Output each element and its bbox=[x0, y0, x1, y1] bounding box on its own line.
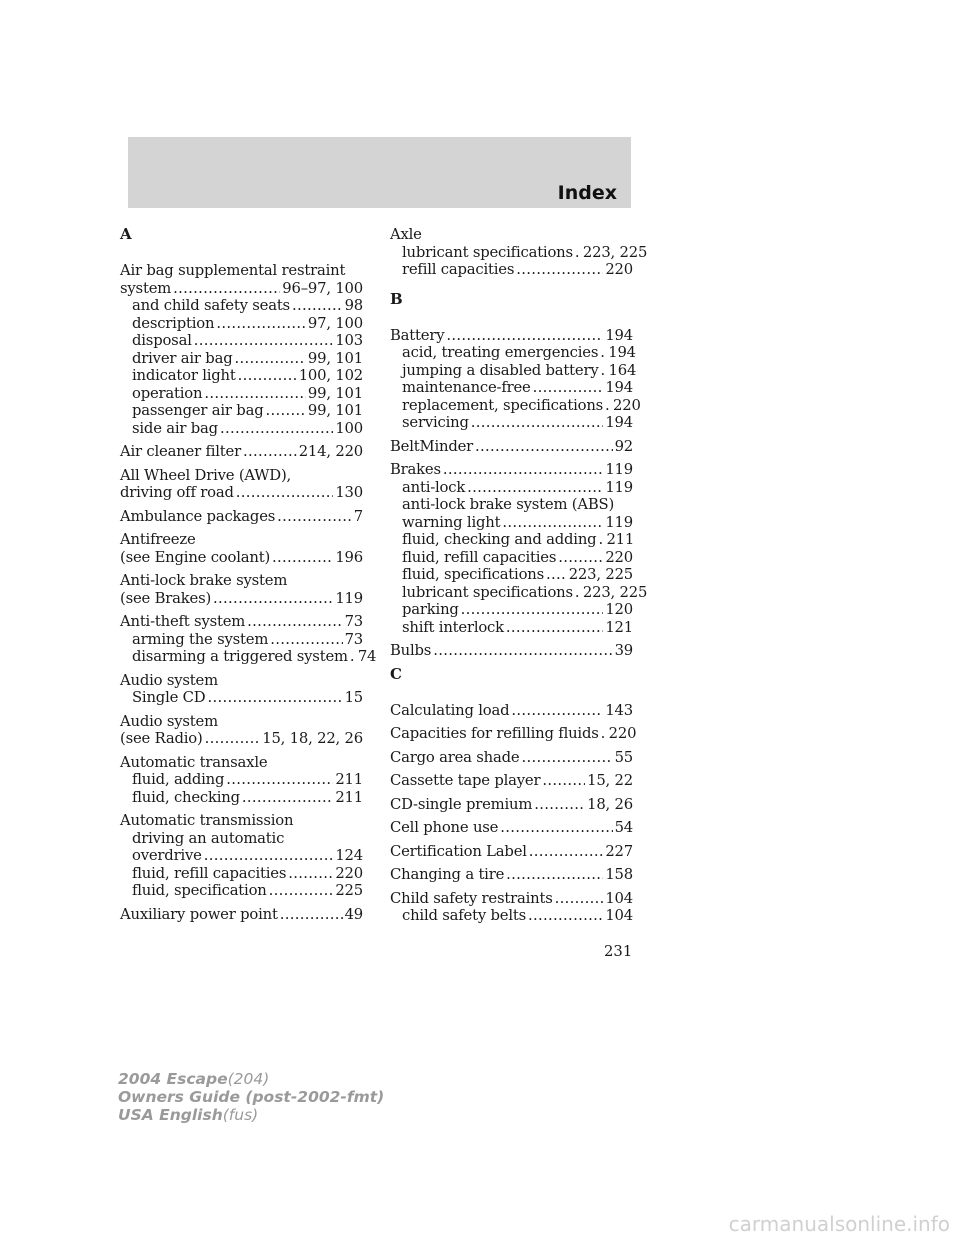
index-subentry bbox=[390, 601, 633, 619]
dot-leader bbox=[461, 601, 604, 619]
dot-leader bbox=[506, 866, 603, 884]
index-term-text: overdrive bbox=[132, 847, 202, 864]
index-term-text: Antifreeze bbox=[120, 531, 196, 548]
index-page-ref: 220 bbox=[605, 548, 633, 566]
dot-leader bbox=[220, 420, 333, 438]
index-entry bbox=[390, 819, 633, 837]
dot-leader bbox=[433, 642, 612, 660]
index-page-ref: 99, 101 bbox=[307, 384, 363, 402]
index-entry bbox=[390, 866, 633, 884]
index-subentry bbox=[120, 315, 363, 333]
index-subentry bbox=[390, 344, 636, 362]
index-term bbox=[120, 443, 363, 461]
dot-leader bbox=[575, 584, 581, 602]
index-term bbox=[120, 812, 363, 830]
index-term-text: Capacities for refilling fluids bbox=[390, 725, 599, 742]
index-page-ref: 223, 225 bbox=[568, 566, 633, 583]
index-page-ref: 194 bbox=[605, 379, 633, 396]
dot-leader bbox=[194, 332, 334, 350]
index-term-text: Calculating load bbox=[390, 701, 510, 719]
index-page-ref: 98 bbox=[344, 297, 363, 314]
index-term bbox=[120, 484, 363, 502]
index-page-ref: 121 bbox=[605, 618, 633, 636]
index-term bbox=[120, 590, 363, 608]
index-term-text: Cell phone use bbox=[390, 819, 499, 836]
index-subentry bbox=[390, 549, 633, 567]
index-term-text: operation bbox=[132, 384, 203, 402]
index-term-text: fluid, specification bbox=[132, 882, 267, 899]
index-term bbox=[120, 672, 363, 690]
index-entry bbox=[120, 713, 363, 748]
index-subentry bbox=[120, 350, 363, 368]
index-entry bbox=[390, 642, 633, 660]
index-entry bbox=[120, 508, 363, 526]
dot-leader bbox=[234, 350, 305, 368]
index-subentry bbox=[390, 531, 633, 549]
index-page-ref: 194 bbox=[608, 344, 636, 361]
index-subentry bbox=[120, 367, 363, 385]
index-subentry bbox=[120, 332, 363, 350]
index-term bbox=[390, 702, 633, 720]
dot-leader bbox=[506, 619, 603, 637]
footer-guide: Owners Guide (post-2002-fmt) bbox=[118, 1088, 385, 1106]
index-term-text: indicator light bbox=[132, 367, 236, 384]
dot-leader bbox=[600, 344, 606, 362]
index-entry bbox=[120, 672, 363, 707]
index-term bbox=[390, 843, 633, 861]
index-term bbox=[120, 262, 363, 280]
index-entry bbox=[120, 754, 363, 807]
index-term bbox=[120, 508, 363, 526]
index-term-text: driving off road bbox=[120, 484, 234, 501]
index-page-ref: 104 bbox=[605, 889, 633, 907]
index-term-text: and child safety seats bbox=[132, 297, 290, 314]
dot-leader bbox=[243, 443, 297, 461]
index-term-text: driver air bag bbox=[132, 349, 233, 367]
dot-leader bbox=[533, 379, 604, 397]
index-section-letter: A bbox=[120, 225, 132, 243]
index-term bbox=[390, 327, 633, 345]
index-page-ref: 124 bbox=[335, 847, 363, 864]
index-subentry bbox=[390, 566, 633, 584]
index-entry bbox=[120, 443, 363, 461]
index-term-text: Audio system bbox=[120, 712, 218, 730]
index-term-text: Audio system bbox=[120, 671, 218, 689]
index-subentry bbox=[390, 379, 633, 397]
index-subentry bbox=[390, 514, 633, 532]
index-subentry bbox=[390, 396, 641, 415]
index-entry bbox=[120, 906, 363, 924]
dot-leader bbox=[205, 730, 261, 748]
dot-leader bbox=[555, 890, 604, 908]
index-page-ref: 194 bbox=[605, 414, 633, 431]
index-term-text: lubricant specifications bbox=[402, 583, 573, 601]
index-term bbox=[120, 754, 363, 772]
index-entry bbox=[390, 438, 633, 456]
dot-leader bbox=[350, 648, 356, 666]
dot-leader bbox=[265, 402, 305, 420]
dot-leader bbox=[277, 508, 352, 526]
index-term-text: Cargo area shade bbox=[390, 748, 520, 766]
index-term-text: Ambulance packages bbox=[120, 507, 276, 525]
index-subentry bbox=[120, 882, 363, 900]
document-footer bbox=[118, 1070, 384, 1124]
index-page-ref: 15, 18, 22, 26 bbox=[262, 730, 363, 747]
index-term-text: acid, treating emergencies bbox=[402, 344, 599, 361]
index-term-text: All Wheel Drive (AWD), bbox=[120, 466, 292, 484]
index-term-text: Anti-lock brake system bbox=[120, 572, 288, 589]
index-term-text: child safety belts bbox=[402, 907, 527, 924]
index-subentry bbox=[390, 496, 633, 514]
index-term bbox=[390, 438, 633, 456]
dot-leader bbox=[173, 280, 280, 298]
index-term-text: Automatic transmission bbox=[120, 812, 294, 829]
dot-leader bbox=[529, 843, 604, 861]
index-term bbox=[390, 749, 633, 767]
index-term-text: description bbox=[132, 314, 215, 332]
index-term-text: maintenance-free bbox=[402, 379, 531, 396]
index-subentry bbox=[120, 689, 363, 707]
index-page-ref: 96–97, 100 bbox=[282, 279, 363, 297]
index-term-text: Battery bbox=[390, 326, 445, 344]
index-entry bbox=[120, 812, 363, 900]
index-page-ref: 158 bbox=[605, 866, 633, 883]
index-term-text: side air bag bbox=[132, 419, 218, 437]
dot-leader bbox=[207, 689, 342, 707]
index-term bbox=[120, 531, 363, 549]
index-entry bbox=[390, 890, 633, 925]
index-term-text: Auxiliary power point bbox=[120, 905, 278, 923]
index-entry bbox=[120, 262, 363, 437]
index-page-ref: 15 bbox=[344, 689, 363, 706]
index-section-letter: C bbox=[390, 664, 402, 683]
page-title: Index bbox=[557, 182, 617, 204]
index-page-ref: 119 bbox=[335, 589, 363, 607]
index-term-text: fluid, refill capacities bbox=[402, 548, 557, 566]
index-term-text: Air cleaner filter bbox=[120, 443, 241, 460]
index-page-ref: 196 bbox=[335, 548, 363, 566]
dot-leader bbox=[601, 725, 607, 743]
index-subentry bbox=[390, 261, 633, 279]
index-subentry bbox=[120, 420, 363, 438]
index-term-text: CD-single premium bbox=[390, 795, 533, 813]
index-section-letter: B bbox=[390, 289, 403, 308]
dot-leader bbox=[226, 771, 333, 789]
index-term bbox=[390, 461, 633, 479]
index-page-ref: 143 bbox=[605, 701, 633, 719]
dot-leader bbox=[269, 882, 334, 900]
index-entry bbox=[390, 843, 633, 861]
index-term-text: jumping a disabled battery bbox=[402, 361, 599, 379]
index-subentry bbox=[120, 648, 377, 666]
index-term-text: Certification Label bbox=[390, 842, 527, 860]
index-entry bbox=[390, 226, 648, 279]
index-term-text: fluid, specifications bbox=[402, 566, 545, 583]
index-page-ref: 73 bbox=[344, 613, 363, 630]
index-subentry bbox=[390, 479, 633, 497]
index-entry bbox=[390, 702, 633, 720]
index-page-ref: 220 bbox=[335, 864, 363, 882]
index-page-ref: 211 bbox=[606, 531, 635, 548]
dot-leader bbox=[521, 749, 612, 767]
index-term bbox=[120, 549, 363, 567]
dot-leader bbox=[213, 590, 333, 608]
index-page-ref: 214, 220 bbox=[298, 443, 363, 460]
index-page-ref: 120 bbox=[605, 601, 633, 618]
index-page-ref: 225 bbox=[335, 882, 363, 899]
dot-leader bbox=[500, 819, 612, 837]
footer-model: 2004 Escape bbox=[118, 1070, 228, 1088]
dot-leader bbox=[475, 438, 613, 456]
index-term-text: refill capacities bbox=[402, 261, 515, 278]
index-entry bbox=[390, 461, 648, 636]
index-term-text: fluid, refill capacities bbox=[132, 864, 287, 882]
index-term bbox=[390, 796, 633, 814]
dot-leader bbox=[280, 906, 343, 924]
dot-leader bbox=[216, 315, 306, 333]
page-number: 231 bbox=[604, 943, 633, 960]
dot-leader bbox=[558, 549, 603, 567]
footer-model-code: (204) bbox=[227, 1070, 270, 1088]
dot-leader bbox=[605, 397, 611, 415]
index-entry bbox=[120, 572, 363, 607]
index-term bbox=[120, 713, 363, 731]
dot-leader bbox=[546, 566, 567, 584]
dot-leader bbox=[528, 907, 603, 925]
index-page-ref: 7 bbox=[353, 507, 363, 525]
index-term-text: arming the system bbox=[132, 630, 269, 648]
dot-leader bbox=[598, 531, 604, 549]
dot-leader bbox=[204, 847, 334, 865]
index-term bbox=[390, 772, 633, 790]
index-entry bbox=[120, 467, 363, 502]
index-term-text: servicing bbox=[402, 414, 469, 431]
index-page-ref: 220 bbox=[605, 261, 633, 278]
dot-leader bbox=[443, 461, 603, 479]
index-subentry bbox=[120, 771, 363, 789]
index-subentry bbox=[120, 385, 363, 403]
dot-leader bbox=[534, 796, 585, 814]
index-term-text: Single CD bbox=[132, 689, 206, 706]
dot-leader bbox=[242, 789, 333, 807]
index-term-text: Changing a tire bbox=[390, 866, 505, 883]
index-term-text: fluid, adding bbox=[132, 771, 225, 788]
index-page-ref: 18, 26 bbox=[587, 795, 633, 813]
index-term-text: Child safety restraints bbox=[390, 889, 553, 907]
index-term bbox=[120, 572, 363, 590]
index-entry bbox=[390, 326, 641, 432]
index-page-ref: 100 bbox=[335, 419, 363, 437]
index-term-text: Bulbs bbox=[390, 642, 432, 659]
index-subentry bbox=[120, 847, 363, 865]
dot-leader bbox=[272, 549, 333, 567]
dot-leader bbox=[467, 479, 603, 497]
dot-leader bbox=[511, 702, 603, 720]
index-page-ref: 119 bbox=[605, 461, 633, 478]
index-term bbox=[390, 890, 633, 908]
index-page-ref: 55 bbox=[614, 748, 633, 766]
dot-leader bbox=[292, 297, 343, 315]
index-term-text: anti-lock brake system (ABS) bbox=[402, 496, 615, 513]
dot-leader bbox=[270, 631, 342, 649]
index-subentry bbox=[120, 402, 363, 420]
dot-leader bbox=[288, 865, 333, 883]
index-page-ref: 104 bbox=[605, 907, 633, 924]
index-subentry bbox=[120, 865, 363, 883]
index-page-ref: 130 bbox=[335, 484, 363, 501]
dot-leader bbox=[247, 613, 342, 631]
index-term-text: lubricant specifications bbox=[402, 243, 573, 261]
index-page-ref: 211 bbox=[335, 788, 363, 806]
footer-language: USA English bbox=[118, 1106, 223, 1124]
index-subentry bbox=[390, 243, 648, 262]
index-page-ref: 220 bbox=[608, 725, 637, 742]
index-subentry bbox=[390, 619, 633, 637]
index-subentry bbox=[390, 583, 648, 602]
index-term-text: fluid, checking bbox=[132, 788, 240, 806]
index-term-text: Anti-theft system bbox=[120, 613, 246, 630]
dot-leader bbox=[502, 514, 603, 532]
index-column-left bbox=[120, 225, 377, 929]
index-term-text: disposal bbox=[132, 332, 192, 349]
index-term-text: disarming a triggered system bbox=[132, 648, 348, 665]
index-term-text: Automatic transaxle bbox=[120, 753, 268, 771]
dot-leader bbox=[516, 261, 603, 279]
index-page-ref: 211 bbox=[335, 771, 363, 788]
dot-leader bbox=[236, 484, 334, 502]
index-entry bbox=[390, 749, 633, 767]
watermark: carmanualsonline.info bbox=[728, 1212, 950, 1236]
index-page-ref: 220 bbox=[613, 396, 641, 414]
index-term bbox=[120, 467, 363, 485]
index-subentry bbox=[120, 830, 363, 848]
index-subentry bbox=[390, 361, 637, 380]
dot-leader bbox=[446, 327, 603, 345]
index-term bbox=[390, 642, 633, 660]
index-term-text: driving an automatic bbox=[132, 829, 285, 847]
index-term bbox=[390, 725, 637, 743]
index-term bbox=[390, 819, 633, 837]
index-entry bbox=[390, 796, 633, 814]
index-term bbox=[120, 280, 363, 298]
index-page-ref: 164 bbox=[608, 361, 637, 379]
index-page-ref: 119 bbox=[605, 478, 633, 496]
index-term-text: Air bag supplemental restraint bbox=[120, 262, 346, 279]
index-page-ref: 100, 102 bbox=[298, 367, 363, 384]
index-page-ref: 99, 101 bbox=[307, 402, 363, 419]
index-page-ref: 39 bbox=[614, 642, 633, 659]
index-page-ref: 49 bbox=[344, 905, 363, 923]
index-term-text: (see Brakes) bbox=[120, 589, 212, 607]
index-page-ref: 99, 101 bbox=[307, 349, 363, 367]
dot-leader bbox=[575, 244, 581, 262]
index-term-text: Cassette tape player bbox=[390, 772, 541, 789]
index-term bbox=[390, 866, 633, 884]
index-page-ref: 74 bbox=[357, 648, 377, 665]
index-entry bbox=[390, 772, 633, 790]
index-term-text: BeltMinder bbox=[390, 437, 474, 455]
index-page-ref: 223, 225 bbox=[582, 583, 648, 601]
index-term-text: parking bbox=[402, 601, 459, 618]
index-term-text: passenger air bag bbox=[132, 402, 264, 419]
index-term-text: system bbox=[120, 279, 172, 297]
index-page-ref: 223, 225 bbox=[582, 243, 648, 261]
index-entry bbox=[390, 725, 637, 743]
index-term bbox=[120, 613, 363, 631]
index-page-ref: 97, 100 bbox=[307, 314, 363, 332]
index-term-text: warning light bbox=[402, 513, 501, 531]
index-page-ref: 73 bbox=[344, 630, 363, 648]
index-page-ref: 92 bbox=[614, 437, 633, 455]
index-subentry bbox=[120, 297, 363, 315]
dot-leader bbox=[471, 414, 604, 432]
index-subentry bbox=[390, 907, 633, 925]
index-term bbox=[120, 730, 363, 748]
footer-language-code: (fus) bbox=[222, 1106, 259, 1124]
index-term-text: (see Engine coolant) bbox=[120, 548, 271, 566]
index-term-text: (see Radio) bbox=[120, 730, 203, 747]
index-column-right bbox=[390, 226, 648, 931]
index-page-ref: 194 bbox=[605, 326, 633, 344]
index-subentry bbox=[120, 631, 363, 649]
dot-leader bbox=[542, 772, 585, 790]
index-term-text: fluid, checking and adding bbox=[402, 531, 597, 548]
index-term-text: anti-lock bbox=[402, 478, 466, 496]
dot-leader bbox=[204, 385, 306, 403]
index-subentry bbox=[120, 789, 363, 807]
index-page-ref: 103 bbox=[335, 332, 363, 349]
index-term bbox=[390, 226, 633, 244]
index-page-ref: 54 bbox=[614, 819, 633, 836]
index-page-ref: 15, 22 bbox=[587, 772, 633, 789]
index-term-text: Brakes bbox=[390, 461, 441, 478]
index-page-ref: 227 bbox=[605, 842, 633, 860]
index-term-text: replacement, specifications bbox=[402, 396, 604, 414]
dot-leader bbox=[238, 367, 297, 385]
index-page-ref: 119 bbox=[605, 513, 633, 531]
index-term-text: Axle bbox=[390, 226, 422, 243]
index-term bbox=[120, 906, 363, 924]
header-band bbox=[128, 137, 631, 208]
dot-leader bbox=[601, 362, 607, 380]
index-subentry bbox=[390, 414, 633, 432]
index-entry bbox=[120, 531, 363, 566]
index-term-text: shift interlock bbox=[402, 618, 504, 636]
index-entry bbox=[120, 613, 377, 666]
